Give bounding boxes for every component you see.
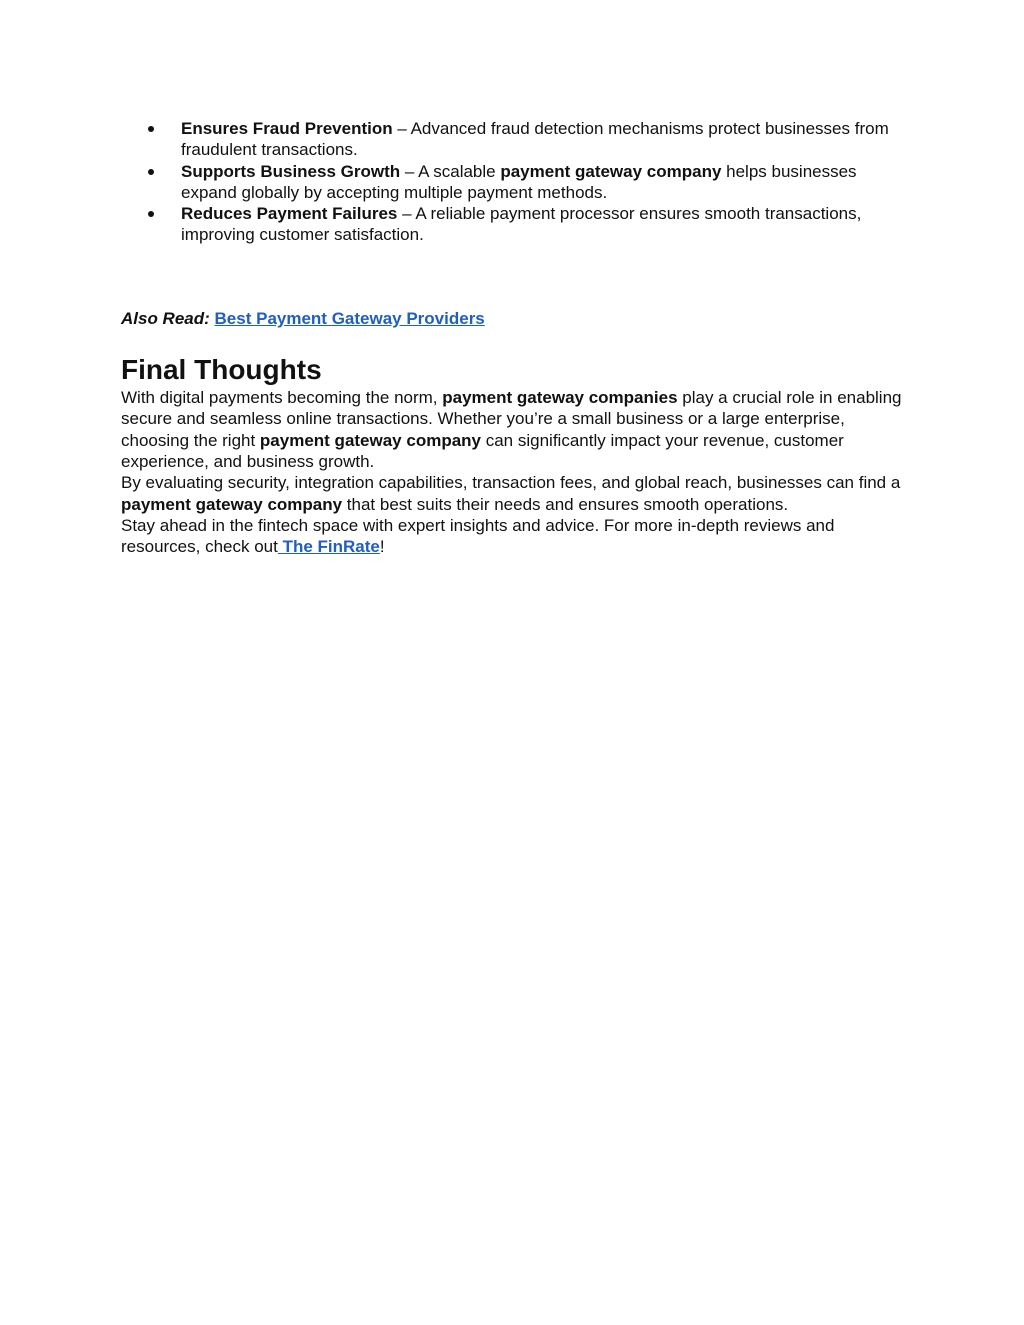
paragraph-text: ! (379, 537, 385, 557)
bullet-text: A reliable payment processor ensures smooth transactions, improving customer satisfaction. (181, 204, 862, 245)
bullet-title: Supports Business Growth (181, 161, 401, 181)
paragraph-text: play a crucial role in enabling secure and seamless online transactions. Whether you’re a small business or a large enterprise, choosing the right (121, 388, 902, 450)
paragraph-closing (121, 515, 911, 558)
bullet-separator: – (400, 161, 419, 181)
bold-term: payment gateway companies (442, 388, 678, 408)
section-heading: Final Thoughts (121, 354, 322, 386)
list-item (121, 118, 911, 161)
list-item (121, 161, 911, 204)
finrate-link[interactable]: The FinRate (277, 537, 380, 557)
bullet-title: Reduces Payment Failures (181, 204, 398, 224)
paragraph-text: Stay ahead in the fintech space with expert insights and advice. For more in-depth reviews and resources, check out (121, 515, 835, 557)
bullet-icon (148, 126, 154, 132)
bullet-icon (148, 211, 154, 217)
bold-term: payment gateway company (121, 494, 343, 514)
also-read-line (121, 308, 911, 329)
paragraph-text: can significantly impact your revenue, customer experience, and business growth. (121, 430, 844, 471)
also-read-link[interactable]: Best Payment Gateway Providers (214, 308, 485, 328)
list-item (121, 203, 911, 246)
bold-term: payment gateway company (259, 430, 481, 450)
paragraph-text: With digital payments becoming the norm, (121, 388, 443, 408)
paragraph-text: that best suits their needs and ensures smooth operations. (342, 494, 789, 514)
benefits-list (121, 118, 911, 246)
paragraph-intro (121, 387, 911, 472)
document-page (121, 118, 911, 557)
also-read-label: Also Read: (121, 308, 210, 328)
bullet-title: Ensures Fraud Prevention (181, 119, 393, 138)
bullet-text: Advanced fraud detection mechanisms protect businesses from fraudulent transactions. (181, 119, 889, 160)
bullet-separator: – (397, 204, 416, 224)
bullet-separator: – (392, 119, 411, 138)
bullet-icon (148, 169, 154, 175)
bullet-text: helps businesses expand globally by accepting multiple payment methods. (181, 161, 857, 202)
paragraph-evaluation (121, 472, 911, 515)
bullet-bold-term: payment gateway company (500, 161, 722, 181)
bullet-text: A scalable (418, 161, 501, 181)
paragraph-text: By evaluating security, integration capabilities, transaction fees, and global reach, businesses can find a (121, 473, 901, 493)
